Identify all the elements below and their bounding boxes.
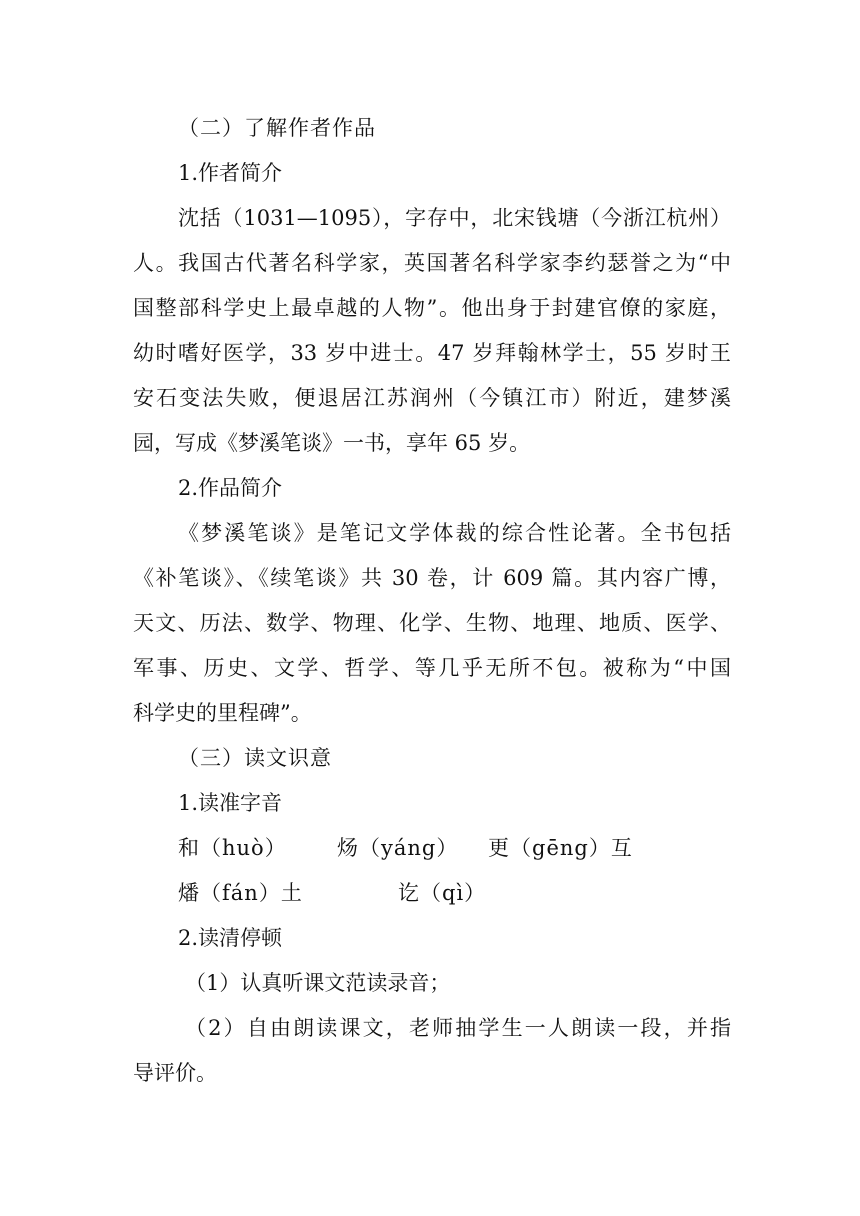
author-intro-line: 幼时嗜好医学，33 岁中进士。47 岁拜翰林学士，55 岁时王 [133, 341, 731, 365]
section-heading-reading: （三）读文识意 [178, 746, 332, 770]
subheading-author-intro: 1.作者简介 [178, 161, 283, 185]
pronunciation-item: 讫（qì） [398, 881, 487, 905]
pause-step: （2）自由朗读课文，老师抽学生一人朗读一段，并指 [185, 1016, 731, 1040]
pause-step-continued: 导评价。 [133, 1061, 217, 1085]
work-intro-line: 军事、历史、文学、哲学、等几乎无所不包。被称为“中国 [133, 656, 731, 680]
subheading-pauses: 2.读清停顿 [178, 926, 283, 950]
work-intro-line: 科学史的里程碑”。 [133, 701, 312, 725]
work-intro-line: 天文、历法、数学、物理、化学、生物、地理、地质、医学、 [133, 611, 731, 635]
subheading-pronunciation: 1.读准字音 [178, 791, 283, 815]
author-intro-line: 园，写成《梦溪笔谈》一书，享年 65 岁。 [133, 431, 531, 455]
pronunciation-item: 更（gēng）互 [488, 836, 633, 860]
pronunciation-item: 炀（yáng） [337, 836, 459, 860]
author-intro-line: 人。我国古代著名科学家，英国著名科学家李约瑟誉之为“中 [133, 251, 731, 275]
work-intro-line: 《补笔谈》、《续笔谈》共 30 卷，计 609 篇。其内容广博， [133, 566, 731, 590]
author-intro-line: 国整部科学史上最卓越的人物”。他出身于封建官僚的家庭， [133, 296, 731, 320]
subheading-work-intro: 2.作品简介 [178, 476, 283, 500]
pause-step: （1）认真听课文范读录音； [185, 971, 451, 995]
author-intro-line: 沈括（1031—1095），字存中，北宋钱塘（今浙江杭州） [178, 206, 731, 230]
work-intro-line: 《梦溪笔谈》是笔记文学体裁的综合性论著。全书包括 [178, 521, 731, 545]
pronunciation-item: 和（huò） [178, 836, 287, 860]
author-intro-line: 安石变法失败，便退居江苏润州（今镇江市）附近，建梦溪 [133, 386, 731, 410]
pronunciation-item: 燔（fán）土 [178, 881, 303, 905]
section-heading-author-works: （二）了解作者作品 [178, 116, 376, 140]
